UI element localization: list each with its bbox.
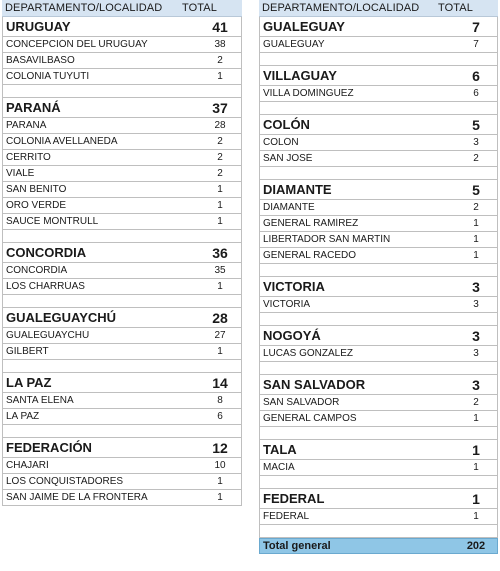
locality-row-name: COLONIA TUYUTI <box>6 71 90 82</box>
locality-row-name: CERRITO <box>6 152 51 163</box>
locality-row <box>3 279 241 295</box>
spacer-row <box>260 313 497 326</box>
department-row-total: 1 <box>472 441 480 458</box>
department-row-name: SAN SALVADOR <box>263 377 366 392</box>
department-row <box>260 375 497 395</box>
locality-row-total: 27 <box>214 330 226 341</box>
locality-row <box>260 200 497 216</box>
locality-row-total: 1 <box>217 200 223 211</box>
locality-row-name: CHAJARÍ <box>6 460 49 471</box>
locality-row <box>260 395 497 411</box>
table-header <box>2 0 242 17</box>
locality-row-name: LOS CONQUISTADORES <box>6 476 124 487</box>
department-row-total: 41 <box>212 18 228 35</box>
locality-row-name: PARANÁ <box>6 120 47 131</box>
department-row-name: DIAMANTE <box>263 182 332 197</box>
locality-row <box>260 346 497 362</box>
locality-row-name: GENERAL RAMÍREZ <box>263 218 359 229</box>
header-location: DEPARTAMENTO/LOCALIDAD <box>262 2 420 14</box>
locality-row-total: 1 <box>473 413 479 424</box>
department-row <box>260 440 497 460</box>
locality-row-total: 6 <box>473 88 479 99</box>
department-row-name: GUALEGUAYCHÚ <box>6 310 117 325</box>
locality-row-total: 8 <box>217 395 223 406</box>
locality-row-total: 1 <box>217 492 223 503</box>
header-total: TOTAL <box>438 2 473 14</box>
spacer-row <box>260 53 497 66</box>
locality-row <box>3 328 241 344</box>
department-row <box>3 243 241 263</box>
locality-row-name: SAUCE MONTRULL <box>6 216 99 227</box>
locality-row-name: SAN BENITO <box>6 184 67 195</box>
table-header <box>259 0 498 17</box>
locality-row-name: MACIÁ <box>263 462 295 473</box>
locality-row <box>3 166 241 182</box>
department-row-total: 12 <box>212 439 228 456</box>
locality-row-name: SANTA ELENA <box>6 395 74 406</box>
spacer-row <box>3 425 241 438</box>
left-table-body <box>2 17 242 506</box>
department-row <box>3 98 241 118</box>
spacer-row <box>260 525 497 538</box>
spacer-row <box>3 230 241 243</box>
header-total: TOTAL <box>182 2 217 14</box>
department-row-total: 37 <box>212 99 228 116</box>
locality-row-name: GENERAL CAMPOS <box>263 413 357 424</box>
department-row-name: FEDERAL <box>263 491 325 506</box>
locality-row-total: 1 <box>473 234 479 245</box>
department-row <box>260 489 497 509</box>
locality-row-name: LOS CHARRÚAS <box>6 281 85 292</box>
department-row-name: NOGOYÁ <box>263 328 321 343</box>
department-row-name: FEDERACIÓN <box>6 440 92 455</box>
department-row-total: 6 <box>472 67 480 84</box>
locality-row <box>260 37 497 53</box>
locality-row <box>3 134 241 150</box>
locality-row <box>260 135 497 151</box>
locality-row <box>260 151 497 167</box>
locality-row-name: DIAMANTE <box>263 202 315 213</box>
locality-row-name: SAN JOSÉ <box>263 153 313 164</box>
department-row-name: GUALEGUAY <box>263 19 345 34</box>
spacer-row <box>3 360 241 373</box>
department-row <box>3 373 241 393</box>
locality-row <box>260 248 497 264</box>
locality-row-total: 35 <box>214 265 226 276</box>
department-row-name: TALA <box>263 442 297 457</box>
locality-row-name: COLONIA AVELLANEDA <box>6 136 118 147</box>
locality-row <box>3 118 241 134</box>
locality-row <box>3 458 241 474</box>
locality-row <box>260 216 497 232</box>
department-row <box>3 438 241 458</box>
locality-row-total: 2 <box>217 55 223 66</box>
spacer-row <box>3 295 241 308</box>
locality-row-total: 1 <box>473 218 479 229</box>
locality-row-name: VICTORIA <box>263 299 311 310</box>
locality-row-name: LUCAS GONZÁLEZ <box>263 348 354 359</box>
locality-row <box>260 411 497 427</box>
locality-row-name: SAN SALVADOR <box>263 397 340 408</box>
locality-row <box>3 409 241 425</box>
locality-row-total: 28 <box>214 120 226 131</box>
locality-row-name: LA PAZ <box>6 411 40 422</box>
spacer-row <box>260 167 497 180</box>
locality-row-total: 1 <box>217 71 223 82</box>
grand-total-row <box>259 538 498 554</box>
locality-row-total: 3 <box>473 348 479 359</box>
department-row-name: PARANÁ <box>6 100 61 115</box>
locality-row-total: 38 <box>214 39 226 50</box>
department-row-total: 7 <box>472 18 480 35</box>
locality-row-total: 2 <box>217 168 223 179</box>
department-row-name: LA PAZ <box>6 375 52 390</box>
spacer-row <box>3 85 241 98</box>
locality-row-total: 1 <box>217 281 223 292</box>
locality-row-name: GILBERT <box>6 346 49 357</box>
right-table-body <box>259 17 498 538</box>
locality-row <box>3 490 241 506</box>
locality-row-name: SAN JAIME DE LA FRONTERA <box>6 492 148 503</box>
locality-row-name: CONCEPCIÓN DEL URUGUAY <box>6 39 148 50</box>
department-row <box>260 115 497 135</box>
locality-row-total: 2 <box>217 136 223 147</box>
department-row <box>260 66 497 86</box>
locality-row <box>3 150 241 166</box>
locality-row-total: 6 <box>217 411 223 422</box>
department-row <box>260 326 497 346</box>
grand-total-label: Total general <box>263 540 331 552</box>
department-row <box>3 308 241 328</box>
locality-row-name: GUALEGUAYCHÚ <box>6 330 90 341</box>
locality-row-total: 1 <box>217 216 223 227</box>
locality-row <box>3 37 241 53</box>
locality-row <box>260 297 497 313</box>
locality-row-total: 2 <box>473 202 479 213</box>
locality-row <box>3 198 241 214</box>
locality-row-total: 10 <box>214 460 226 471</box>
locality-row-total: 1 <box>217 184 223 195</box>
locality-row <box>260 86 497 102</box>
locality-row-total: 2 <box>217 152 223 163</box>
locality-row-total: 2 <box>473 397 479 408</box>
locality-row-name: BASAVILBASO <box>6 55 75 66</box>
locality-row-name: COLÓN <box>263 137 299 148</box>
locality-row <box>260 509 497 525</box>
spacer-row <box>260 476 497 489</box>
spacer-row <box>260 102 497 115</box>
department-row-total: 1 <box>472 490 480 507</box>
right-table <box>259 0 498 554</box>
department-row <box>260 17 497 37</box>
locality-row <box>3 182 241 198</box>
header-location: DEPARTAMENTO/LOCALIDAD <box>5 2 163 14</box>
department-row <box>260 277 497 297</box>
locality-row <box>3 474 241 490</box>
spacer-row <box>260 362 497 375</box>
locality-row <box>3 53 241 69</box>
department-row-total: 5 <box>472 116 480 133</box>
department-row-name: URUGUAY <box>6 19 71 34</box>
department-row-total: 3 <box>472 376 480 393</box>
locality-row-name: FEDERAL <box>263 511 310 522</box>
department-row-name: COLÓN <box>263 117 310 132</box>
department-row-total: 14 <box>212 374 228 391</box>
department-row-total: 3 <box>472 327 480 344</box>
locality-row-total: 3 <box>473 299 479 310</box>
left-table <box>2 0 242 506</box>
locality-row <box>260 232 497 248</box>
department-row-name: VILLAGUAY <box>263 68 337 83</box>
department-row <box>3 17 241 37</box>
locality-row <box>3 393 241 409</box>
department-row-total: 5 <box>472 181 480 198</box>
spacer-row <box>260 427 497 440</box>
locality-row-total: 1 <box>217 476 223 487</box>
locality-row-name: LIBERTADOR SAN MARTÍN <box>263 234 391 245</box>
locality-row-total: 1 <box>217 346 223 357</box>
locality-row-total: 1 <box>473 250 479 261</box>
locality-row-total: 1 <box>473 511 479 522</box>
spacer-row <box>260 264 497 277</box>
locality-row-name: VIALE <box>6 168 35 179</box>
locality-row <box>3 263 241 279</box>
locality-row-name: CONCORDIA <box>6 265 68 276</box>
locality-row-name: VILLA DOMÍNGUEZ <box>263 88 354 99</box>
department-row-name: VICTORIA <box>263 279 325 294</box>
locality-row-total: 3 <box>473 137 479 148</box>
department-row-total: 28 <box>212 309 228 326</box>
locality-row <box>3 344 241 360</box>
grand-total-value: 202 <box>466 540 486 552</box>
locality-row-total: 1 <box>473 462 479 473</box>
department-row-total: 3 <box>472 278 480 295</box>
locality-row-total: 7 <box>473 39 479 50</box>
locality-row-name: GENERAL RACEDO <box>263 250 356 261</box>
locality-row-total: 2 <box>473 153 479 164</box>
locality-row-name: GUALEGUAY <box>263 39 325 50</box>
department-row <box>260 180 497 200</box>
locality-row <box>3 214 241 230</box>
locality-row-name: ORO VERDE <box>6 200 67 211</box>
department-row-total: 36 <box>212 244 228 261</box>
locality-row <box>3 69 241 85</box>
locality-row <box>260 460 497 476</box>
department-row-name: CONCORDIA <box>6 245 87 260</box>
